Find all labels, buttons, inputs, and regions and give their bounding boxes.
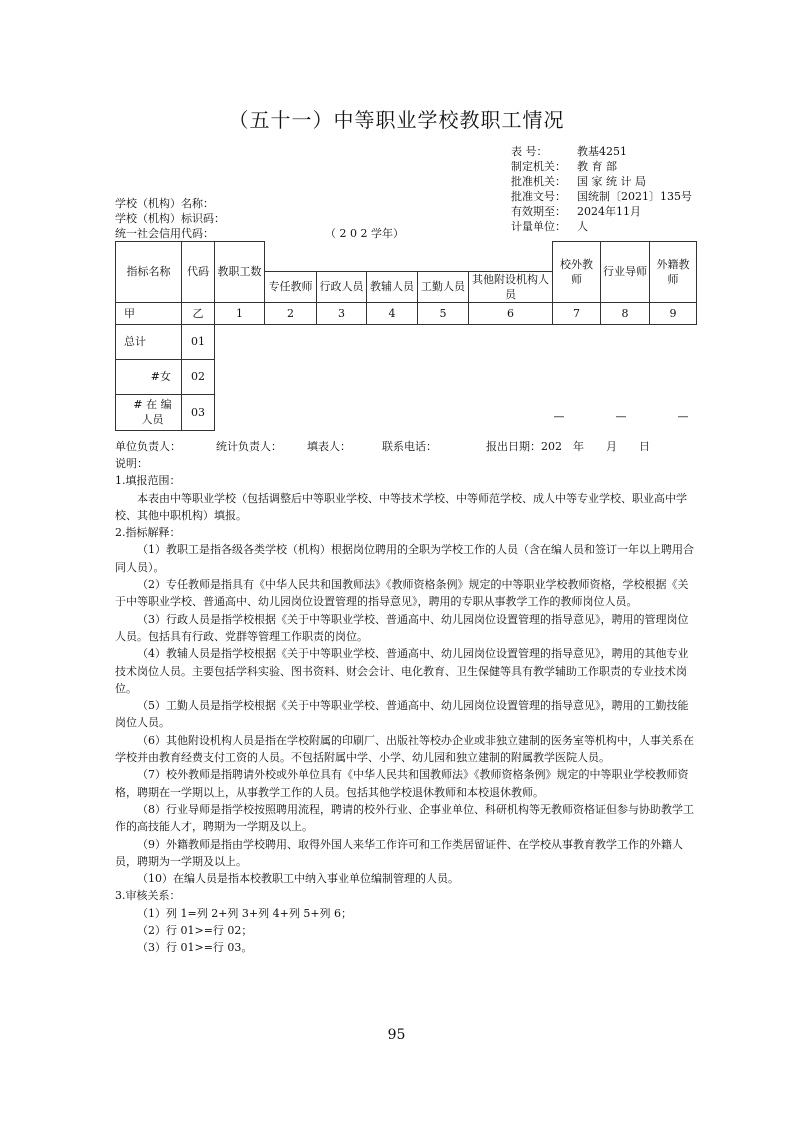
table-row (116, 324, 697, 359)
header-external-teacher: 校外教师 (553, 242, 601, 303)
notes-paragraph: （10）在编人员是指本校教职工中纳入事业单位编制管理的人员。 (137, 872, 459, 886)
notes-paragraph: （2）专任教师是指具有《中华人民共和国教师法》《教师资格条例》规定的中等职业学校教师资格，学校根据《关于中等职业学校、普通高中、幼儿园岗位设置管理的指导意见》，聘用的专职从事教学工作的教师岗位人员。 (115, 578, 689, 609)
phone-label: 联系电话： (382, 440, 437, 453)
row-name: # 在 编 人员 (116, 394, 182, 430)
filler-label: 填表人： (307, 440, 351, 453)
meta-valid: 有效期至： 2024年11月 (511, 205, 641, 218)
notes-paragraph: （5）工勤人员是指学校根据《关于中等职业学校、普通高中、幼儿园岗位设置管理的指导意见》，聘用的工勤技能岗位人员。 (115, 699, 689, 730)
dash-mark: — (615, 410, 627, 423)
report-date-label: 报出日期：202 年 月 日 (486, 440, 650, 453)
header-worker-staff: 工勤人员 (418, 271, 469, 302)
school-id-label: 学校（机构）标识码： (115, 212, 225, 225)
notes-paragraph: （3）行政人员是指学校根据《关于中等职业学校、普通高中、幼儿园岗位设置管理的指导意见》，聘用的管理岗位人员。包括具有行政、党群等管理工作职责的岗位。 (115, 612, 689, 643)
meta-approval-no: 批准文号： 国统制〔2021〕135号 (511, 190, 692, 203)
table-header-row (116, 242, 697, 272)
notes-rule: （1）列 1=列 2+列 3+列 4+列 5+列 6； (137, 906, 353, 920)
data-area (215, 324, 697, 430)
school-year: （ 2 0 2 学年） (325, 227, 404, 240)
index-cell: 3 (317, 302, 367, 324)
header-foreign-teacher: 外籍教师 (650, 242, 697, 303)
dash-mark: — (677, 410, 689, 423)
index-cell: 1 (215, 302, 265, 324)
notes-paragraph: 本表由中等职业学校（包括调整后中等职业学校、中等技术学校、中等师范学校、成人中等专业学校、职业高中学校、其他中职机构）填报。 (115, 491, 687, 522)
credit-code-label: 统一社会信用代码： (115, 227, 214, 240)
header-total-staff: 教职工数 (215, 242, 265, 303)
index-cell: 9 (650, 302, 697, 324)
header-code: 代码 (182, 242, 215, 303)
dash-mark: — (553, 410, 565, 423)
meta-org: 制定机关： 教 育 部 (511, 160, 617, 173)
meta-approver: 批准机关： 国 家 统 计 局 (511, 175, 646, 188)
row-code: 01 (182, 324, 215, 359)
page-number: 95 (387, 1027, 406, 1043)
meta-form-no: 表 号： 教基4251 (511, 145, 627, 158)
form-meta (511, 144, 692, 234)
staff-table (115, 241, 697, 431)
notes-paragraph: （7）校外教师是指聘请外校或外单位具有《中华人民共和国教师法》《教师资格条例》规定的中等职业学校教师资格，聘期在一学期以上，从事教学工作的人员。包括其他学校退休教师和本校退休教师。 (115, 768, 689, 799)
table-index-row (116, 302, 697, 324)
index-cell: 8 (601, 302, 650, 324)
notes-paragraph: （9）外籍教师是指由学校聘用、取得外国人来华工作许可和工作类居留证件、在学校从事教育教学工作的外籍人员，聘期为一学期及以上。 (115, 837, 683, 868)
index-cell: 4 (367, 302, 418, 324)
notes-section (115, 455, 696, 957)
header-indicator: 指标名称 (116, 242, 182, 303)
row-name: #女 (116, 359, 182, 394)
school-name-label: 学校（机构）名称： (115, 197, 214, 210)
notes-heading: 说明： (115, 457, 148, 470)
meta-unit: 计量单位： 人 (511, 220, 588, 233)
notes-section-title: 2.指标解释： (115, 526, 181, 540)
header-other-staff: 其他附设机构人员 (469, 271, 553, 302)
index-cell: 甲 (116, 302, 182, 324)
notes-paragraph: （4）教辅人员是指学校根据《关于中等职业学校、普通高中、幼儿园岗位设置管理的指导意见》，聘用的其他专业技术岗位人员。主要包括学科实验、图书资料、财会会计、电化教育、卫生保健等具有教学辅助工作职责的专业技术岗位。 (115, 647, 689, 695)
index-cell: 7 (553, 302, 601, 324)
signature-line (115, 438, 650, 454)
notes-rule: （3）行 01>=行 03。 (137, 941, 253, 955)
notes-section-title: 1.填报范围： (115, 474, 181, 488)
notes-section-title: 3.审核关系： (115, 889, 181, 903)
row-code: 03 (182, 394, 215, 430)
notes-paragraph: （8）行业导师是指学校按照聘用流程，聘请的校外行业、企事业单位、科研机构等无教师资格证但参与协助教学工作的高技能人才，聘期为一学期及以上。 (115, 802, 694, 834)
index-cell: 乙 (182, 302, 215, 324)
row-code: 02 (182, 359, 215, 394)
notes-paragraph: （6）其他附设机构人员是指在学校附属的印刷厂、出版社等校办企业或非独立建制的医务室等机构中，人事关系在学校并由教育经费支付工资的人员。不包括附属中学、小学、幼儿园和独立建制的附属教学医院人员。 (115, 733, 694, 765)
header-admin-staff: 行政人员 (317, 271, 367, 302)
index-cell: 6 (469, 302, 553, 324)
unit-head-label: 单位负责人： (115, 440, 181, 453)
header-industry-mentor: 行业导师 (601, 242, 650, 303)
notes-paragraph: （1）教职工是指各级各类学校（机构）根据岗位聘用的全职为学校工作的人员（含在编人员和签订一年以上聘用合同人员）。 (115, 543, 694, 574)
notes-rule: （2）行 01>=行 02； (137, 924, 253, 938)
row-name: 总计 (116, 324, 182, 359)
header-support-staff: 教辅人员 (367, 271, 418, 302)
stat-head-label: 统计负责人： (216, 440, 282, 453)
index-cell: 2 (265, 302, 317, 324)
index-cell: 5 (418, 302, 469, 324)
header-fulltime-teacher: 专任教师 (265, 271, 317, 302)
page-title: （五十一）中等职业学校教职工情况 (228, 108, 565, 132)
dash-group (554, 409, 689, 424)
